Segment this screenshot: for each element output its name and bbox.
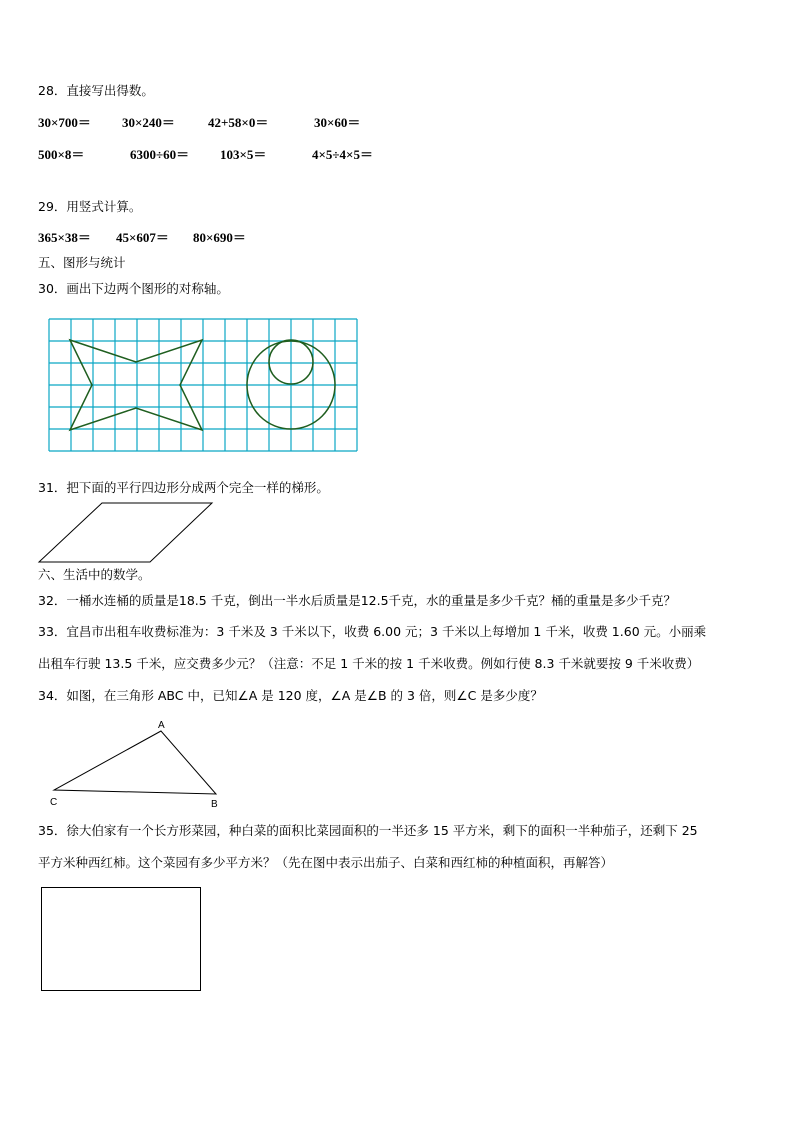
garden-rectangle [41, 887, 201, 991]
triangle-abc-figure [44, 718, 234, 810]
q29-title: 29．用竖式计算。 [38, 199, 142, 214]
q28-expr-8: 4×5÷4×5＝ [312, 147, 373, 162]
q30-grid-figure [48, 318, 360, 453]
q28-expr-5: 500×8＝ [38, 147, 85, 162]
q28-expr-4: 30×60＝ [314, 115, 361, 130]
q31-title: 31．把下面的平行四边形分成两个完全一样的梯形。 [38, 480, 329, 495]
q30-title: 30．画出下边两个图形的对称轴。 [38, 281, 229, 296]
q28-title: 28．直接写出得数。 [38, 83, 154, 98]
q28-expr-6: 6300÷60＝ [130, 147, 190, 162]
q33-line-1: 33．宜昌市出租车收费标准为：3 千米及 3 千米以下，收费 6.00 元；3 千米以上每增加 1 千米，收费 1.60 元。小丽乘 [38, 624, 707, 639]
vertex-c-label: C [50, 797, 58, 808]
vertex-b-label: B [211, 799, 218, 810]
q35-line-2: 平方米种西红柿。这个菜园有多少平方米？（先在图中表示出茄子、白菜和西红柿的种植面积，再解答） [38, 855, 614, 870]
q28-expr-7: 103×5＝ [220, 147, 267, 162]
vertex-a-label: A [158, 720, 165, 731]
q29-expr-1: 365×38＝ [38, 230, 91, 245]
q29-expr-2: 45×607＝ [116, 230, 169, 245]
section-6-heading: 六、生活中的数学。 [38, 567, 151, 582]
parallelogram-figure [38, 502, 214, 564]
q32-text: 32．一桶水连桶的质量是18.5 千克，倒出一半水后质量是12.5千克，水的重量是多少千克？桶的重量是多少千克？ [38, 593, 677, 608]
q33-line-2: 出租车行驶 13.5 千米，应交费多少元？（注意：不足 1 千米的按 1 千米收费。例如行使 8.3 千米就要按 9 千米收费） [38, 656, 700, 671]
q28-expr-3: 42+58×0＝ [208, 115, 269, 130]
section-5-heading: 五、图形与统计 [38, 255, 126, 270]
q35-line-1: 35．徐大伯家有一个长方形菜园，种白菜的面积比菜园面积的一半还多 15 平方米，剩下的面积一半种茄子，还剩下 25 [38, 823, 698, 838]
q29-expr-3: 80×690＝ [193, 230, 246, 245]
q34-title: 34．如图，在三角形 ABC 中，已知∠A 是 120 度，∠A 是∠B 的 3 倍，则∠C 是多少度？ [38, 688, 543, 703]
q28-expr-2: 30×240＝ [122, 115, 175, 130]
q28-expr-1: 30×700＝ [38, 115, 91, 130]
